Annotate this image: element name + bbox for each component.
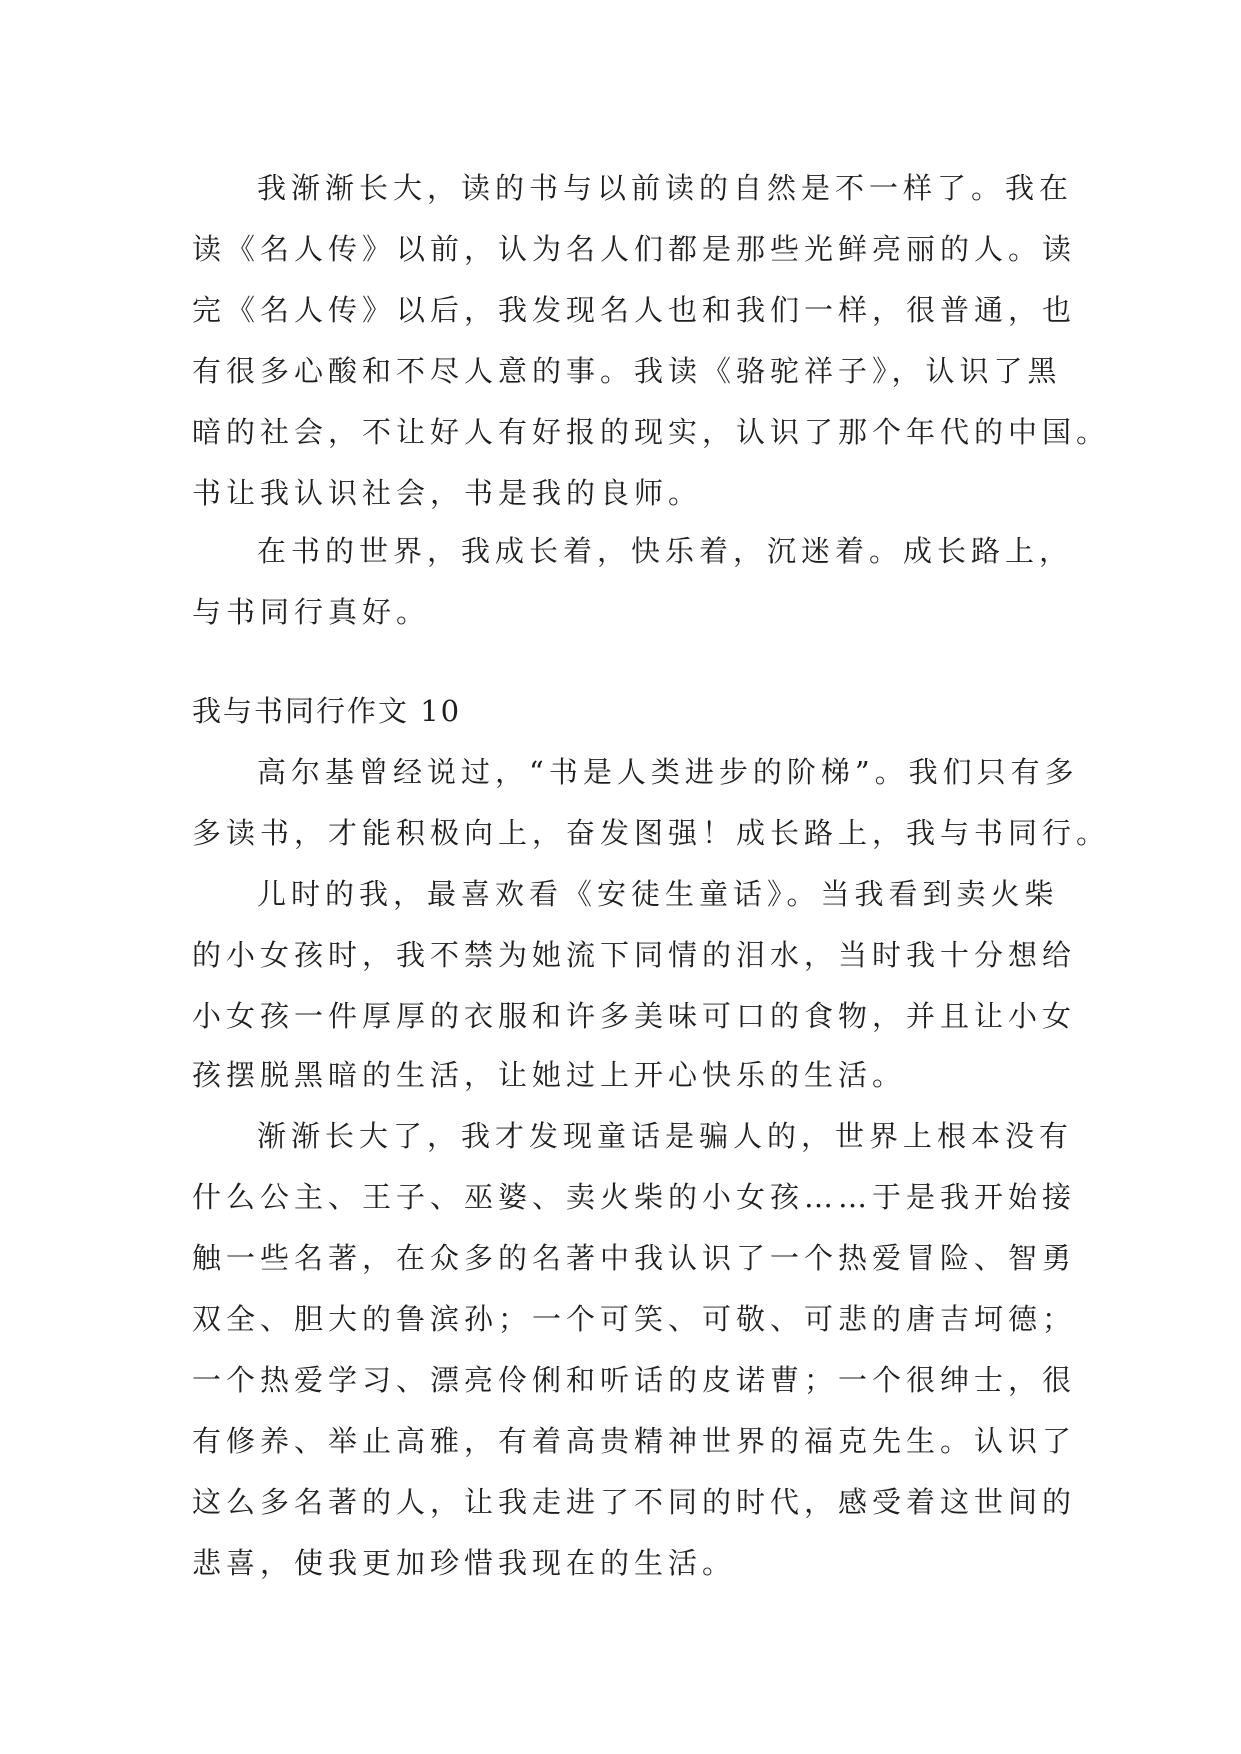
text-line: 一个热爱学习、漂亮伶俐和听话的皮诺曹；一个很绅士，很 (192, 1363, 1077, 1397)
text-line: 高尔基曾经说过，“书是人类进步的阶梯”。我们只有多 (257, 755, 1079, 789)
text-line: 有修养、举止高雅，有着高贵精神世界的福克先生。认识了 (192, 1424, 1077, 1458)
text-line: 我渐渐长大，读的书与以前读的自然是不一样了。我在 (257, 171, 1074, 205)
text-line: 与书同行真好。 (192, 595, 431, 629)
text-line: 双全、胆大的鲁滨孙；一个可笑、可敬、可悲的唐吉坷德； (192, 1302, 1077, 1336)
text-line: 孩摆脱黑暗的生活，让她过上开心快乐的生活。 (192, 1058, 907, 1092)
text-line: 完《名人传》以后，我发现名人也和我们一样，很普通，也 (192, 293, 1077, 327)
text-line: 渐渐长大了，我才发现童话是骗人的，世界上根本没有 (257, 1119, 1074, 1153)
section-heading: 我与书同行作文 10 (192, 694, 462, 728)
text-line: 暗的社会，不让好人有好报的现实，认识了那个年代的中国。 (192, 415, 1111, 449)
text-line: 悲喜，使我更加珍惜我现在的生活。 (192, 1546, 737, 1580)
text-line: 多读书，才能积极向上，奋发图强！成长路上，我与书同行。 (192, 816, 1111, 850)
text-line: 有很多心酸和不尽人意的事。我读《骆驼祥子》，认识了黑 (192, 354, 1062, 388)
text-line: 这么多名著的人，让我走进了不同的时代，感受着这世间的 (192, 1485, 1077, 1519)
text-line: 小女孩一件厚厚的衣服和许多美味可口的食物，并且让小女 (192, 999, 1077, 1033)
text-line: 读《名人传》以前，认为名人们都是那些光鲜亮丽的人。读 (192, 232, 1077, 266)
text-line: 书让我认识社会，书是我的良师。 (192, 476, 703, 510)
text-line: 儿时的我，最喜欢看《安徒生童话》。当我看到卖火柴 (257, 877, 1059, 911)
text-line: 触一些名著，在众多的名著中我认识了一个热爱冒险、智勇 (192, 1241, 1077, 1275)
text-line: 在书的世界，我成长着，快乐着，沉迷着。成长路上， (257, 534, 1074, 568)
text-line: 什么公主、王子、巫婆、卖火柴的小女孩……于是我开始接 (192, 1180, 1077, 1214)
text-line: 的小女孩时，我不禁为她流下同情的泪水，当时我十分想给 (192, 938, 1077, 972)
